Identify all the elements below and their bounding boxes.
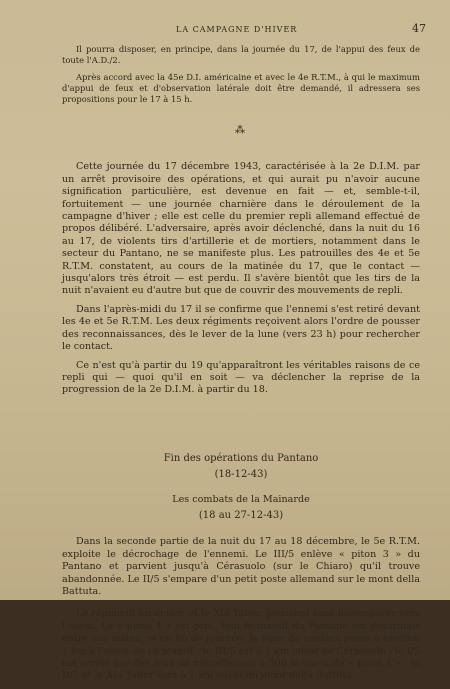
paragraph: Dans la seconde partie de la nuit du 17 au 18 décembre, le 5e R.T.M. exploite le décrochage de l'ennemi. Le III/5 enlève « piton 3 » du Pantano et parvient jusqu'à Cérasuolo (sur le Chiaro) qu'il trouve abandonnée. Le II/5 s'empare d'un petit poste allemand sur le mont della Battuta. (62, 536, 420, 597)
page-body (62, 44, 420, 689)
paragraph: Le régiment en entier, et le XIe Tabor, poussent sans désemparer vers l'ouest. Le « piton 4 » est pris. Tout le massif du Pantano est désormais entre nos mains, et en fin de journée, la ligne de contact passe à environ 1 km à l'ouest de ce massif : le III/5 est à 1 km ouest de Cérasuolo ; le I/5 est arrêté par des feux de mitrailleuses à 500 m ouest de « piton 4 » ; le II/5 et le XIe Tabor sont à 1 km ouest du mont della Battuta. (62, 608, 420, 682)
paragraph: Après accord avec la 45e D.I. américaine et avec le 4e R.T.M., à qui le maximum d'appui de feux et d'observation latérale doit être demandé, il adressera ses propositions pour le 17 à 15 h. (62, 72, 420, 104)
asterism-separator: ⁂ (235, 125, 247, 136)
section-title: Fin des opérations du Pantano (163, 452, 319, 464)
section-title-dates: (18-12-43) (214, 469, 268, 481)
paragraph: Il pourra disposer, en principe, dans la journée du 17, de l'appui des feux de toute l'A.D./2. (62, 44, 420, 65)
section-subtitle-dates: (18 au 27-12-43) (198, 509, 284, 521)
paragraph: Dans l'après-midi du 17 il se confirme que l'ennemi s'est retiré devant les 4e et 5e R.T.M. Les deux régiments reçoivent alors l'ordre de pousser des reconnaissances, dès le lever de la lune (vers 23 h) pour rechercher le contact. (62, 303, 420, 353)
paragraph: Cette journée du 17 décembre 1943, caractérisée à la 2e D.I.M. par un arrêt provisoire des opérations, et qui aurait pu n'avoir aucune signification particulière, est devenue en fait — et, semble-t-il, fortuitement — une journée charnière dans le déroulement de la campagne d'hiver ; elle est celle du premier repli allemand effectué de propos délibéré. L'adversaire, après avoir déclenché, dans la nuit du 16 au 17, de violents tirs d'artillerie et de mortiers, notamment dans le secteur du Pantano, ne se manifeste plus. Les patrouilles des 4e et 5e R.T.M. constatent, au cours de la matinée du 17, que le contact — jusqu'alors très étroit — est perdu. Il s'avère bientôt que les tirs de la nuit n'avaient eu d'autre but que de couvrir des mouvements de repli. (62, 161, 420, 297)
running-header (176, 22, 426, 39)
paragraph: Ce n'est qu'à partir du 19 qu'apparaîtront les véritables raisons de ce repli qui — quoi qu'il en soit — va déclencher la reprise de la progression de la 2e D.I.M. à partir du 18. (62, 359, 420, 396)
section-subtitle: Les combats de la Mainarde (172, 493, 310, 505)
page-number: 47 (412, 22, 426, 35)
running-title: LA CAMPAGNE D'HIVER (176, 25, 298, 34)
